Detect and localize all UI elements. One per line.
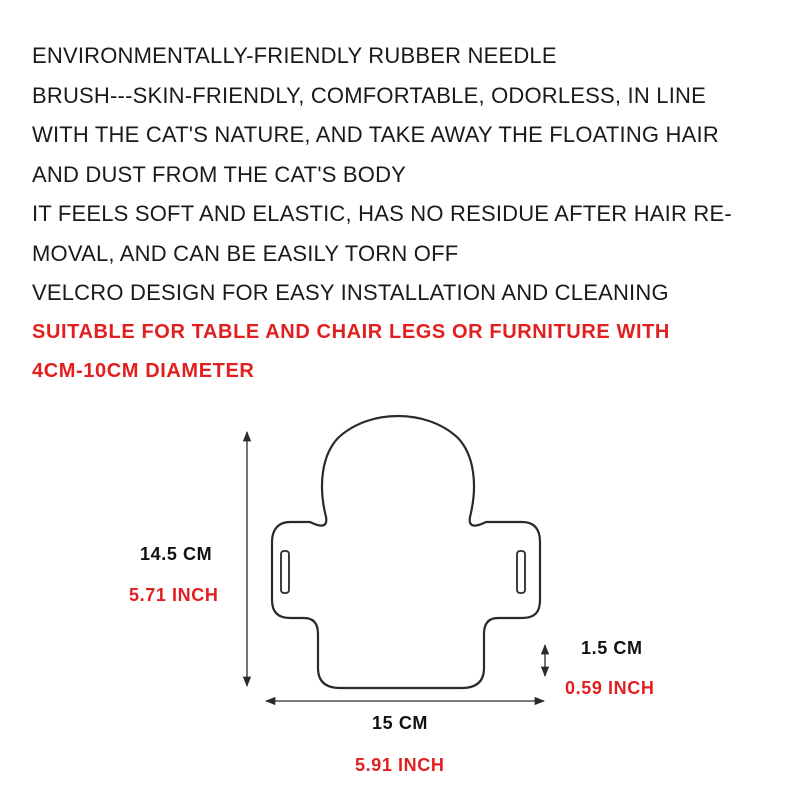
thickness-imperial-label: 0.59 INCH — [565, 678, 655, 698]
velcro-slot-left — [281, 551, 289, 593]
height-imperial-label: 5.71 INCH — [129, 585, 219, 605]
description-line: BRUSH---SKIN-FRIENDLY, COMFORTABLE, ODORLESS, IN LINE — [32, 82, 706, 108]
height-metric-label: 14.5 CM — [140, 544, 213, 564]
brush-outline — [272, 416, 540, 688]
description-line: WITH THE CAT'S NATURE, AND TAKE AWAY THE FLOATING HAIR — [32, 122, 719, 147]
highlight-line: 4CM-10CM DIAMETER — [32, 360, 255, 382]
description-line: IT FEELS SOFT AND ELASTIC, HAS NO RESIDUE AFTER HAIR RE- — [32, 201, 732, 226]
velcro-slot-right — [517, 551, 525, 593]
description-line: VELCRO DESIGN FOR EASY INSTALLATION AND CLEANING — [32, 280, 669, 305]
width-metric-label: 15 CM — [372, 713, 429, 733]
thickness-metric-label: 1.5 CM — [581, 638, 643, 658]
highlight-line: SUITABLE FOR TABLE AND CHAIR LEGS OR FURNITURE WITH — [32, 320, 670, 343]
description-line: ENVIRONMENTALLY-FRIENDLY RUBBER NEEDLE — [32, 43, 557, 68]
description-line: MOVAL, AND CAN BE EASILY TORN OFF — [32, 240, 459, 266]
width-imperial-label: 5.91 INCH — [355, 755, 445, 775]
description-line: AND DUST FROM THE CAT'S BODY — [32, 161, 407, 187]
